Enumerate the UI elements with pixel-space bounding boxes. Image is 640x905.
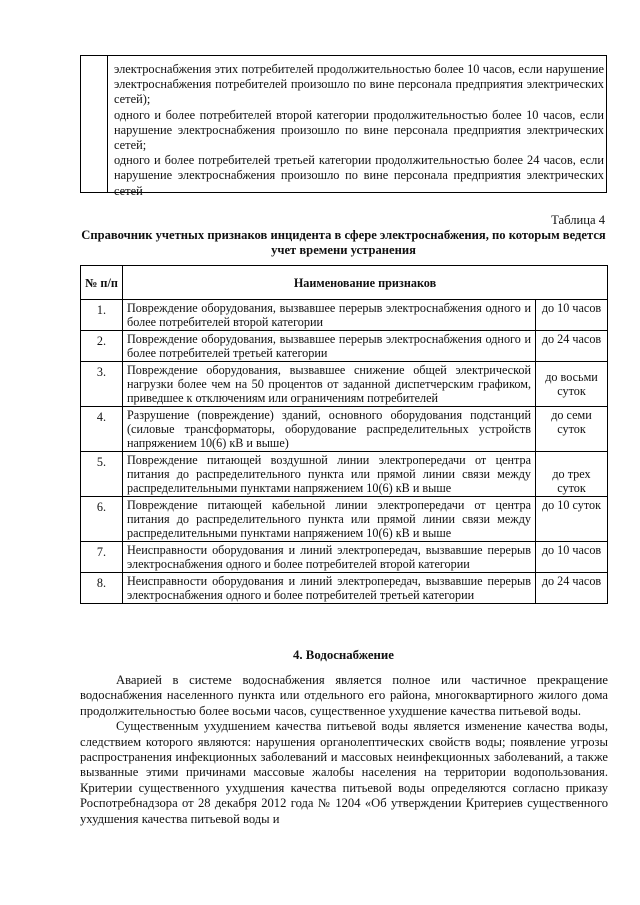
row-duration: до 10 часов xyxy=(536,300,608,331)
row-duration: до 10 часов xyxy=(536,542,608,573)
table-row xyxy=(81,497,608,542)
section-title: 4. Водоснабжение xyxy=(293,648,394,662)
row-num: 7. xyxy=(81,542,123,573)
row-duration: до трех суток xyxy=(536,452,608,497)
continuation-line: одного и более потребителей второй категории продолжительностью более 10 часов, если нарушение электроснабжения произошло по вине персонала предприятия электрических сетей; xyxy=(114,107,604,153)
table-caption: Справочник учетных признаков инцидента в сфере электроснабжения, по которым ведется учет времени устранения xyxy=(81,228,606,257)
continuation-number-cell xyxy=(81,56,108,192)
table-row xyxy=(81,573,608,604)
table-row xyxy=(81,407,608,452)
table-row xyxy=(81,452,608,497)
row-desc: Повреждение питающей воздушной линии электропередачи от центра питания до распределительного пункта или прямой линии связи между распределительными пунктами напряжением 10(6) кВ и выше xyxy=(123,452,536,497)
continuation-line: электроснабжения этих потребителей продолжительностью более 10 часов, если нарушение электроснабжения потребителей произошло по вине персонала предприятия электрических сетей); xyxy=(114,62,604,107)
row-desc: Повреждение оборудования, вызвавшее снижение общей электрической нагрузки более чем на 50 процентов от заданной диспетчерским графиком, приведшее к отключениям или ограничениям потребителей xyxy=(123,362,536,407)
paragraph: Существенным ухудшением качества питьевой воды является изменение качества воды, следствием которого являются: нарушения органолептических свойств воды; появление угрозы распространения инфекционных заболеваний и массовых неинфекционных заболеваний, а также вызванные этими причинами массовые жалобы населения на территории водопользования. Критерии существенного ухудшения качества питьевой воды определяются согласно приказу Роспотребнадзора от 28 декабря 2012 года № 1204 «Об утверждении Критериев существенного ухудшения качества питьевой воды и xyxy=(80,719,608,826)
row-duration: до семи суток xyxy=(536,407,608,452)
row-desc: Неисправности оборудования и линий электропередач, вызвавшие перерыв электроснабжения одного и более потребителей второй категории xyxy=(123,542,536,573)
continuation-line: одного и более потребителей третьей категории продолжительностью более 24 часов, если нарушение электроснабжения произошло по вине персонала предприятия электрических сетей xyxy=(114,153,604,198)
row-duration: до 24 часов xyxy=(536,331,608,362)
row-num: 8. xyxy=(81,573,123,604)
row-num: 5. xyxy=(81,452,123,497)
table-row xyxy=(81,331,608,362)
table-header-row xyxy=(81,266,608,300)
row-duration: до восьми суток xyxy=(536,362,608,407)
row-num: 1. xyxy=(81,300,123,331)
row-num: 2. xyxy=(81,331,123,362)
table-number: Таблица 4 xyxy=(551,213,605,227)
table-row xyxy=(81,300,608,331)
continuation-text xyxy=(114,62,604,199)
body-text xyxy=(80,673,608,827)
continuation-table xyxy=(80,55,607,198)
paragraph: Аварией в системе водоснабжения является полное или частичное прекращение водоснабжения населенного пункта или отдельного его района, многоквартирного жилого дома продолжительностью более восьми часов, существенное ухудшение качества питьевой воды. xyxy=(80,673,608,718)
row-duration: до 24 часов xyxy=(536,573,608,604)
incident-table xyxy=(80,265,608,604)
row-desc: Разрушение (повреждение) зданий, основного оборудования подстанций (силовые трансформаторы, оборудование распределительных устройств напряжением 10(6) кВ и выше) xyxy=(123,407,536,452)
row-desc: Повреждение оборудования, вызвавшее перерыв электроснабжения одного и более потребителей второй категории xyxy=(123,300,536,331)
row-desc: Повреждение оборудования, вызвавшее перерыв электроснабжения одного и более потребителей третьей категории xyxy=(123,331,536,362)
table-row xyxy=(81,542,608,573)
row-num: 3. xyxy=(81,362,123,407)
header-name: Наименование признаков xyxy=(123,266,608,300)
header-num: № п/п xyxy=(81,266,123,300)
row-desc: Неисправности оборудования и линий электропередач, вызвавшие перерыв электроснабжения одного и более потребителей третьей категории xyxy=(123,573,536,604)
row-duration: до 10 суток xyxy=(536,497,608,542)
row-num: 4. xyxy=(81,407,123,452)
row-num: 6. xyxy=(81,497,123,542)
table-row xyxy=(81,362,608,407)
row-desc: Повреждение питающей кабельной линии электропередачи от центра питания до распределительного пункта или прямой линии связи между распределительными пунктами напряжением 10(6) кВ и выше xyxy=(123,497,536,542)
